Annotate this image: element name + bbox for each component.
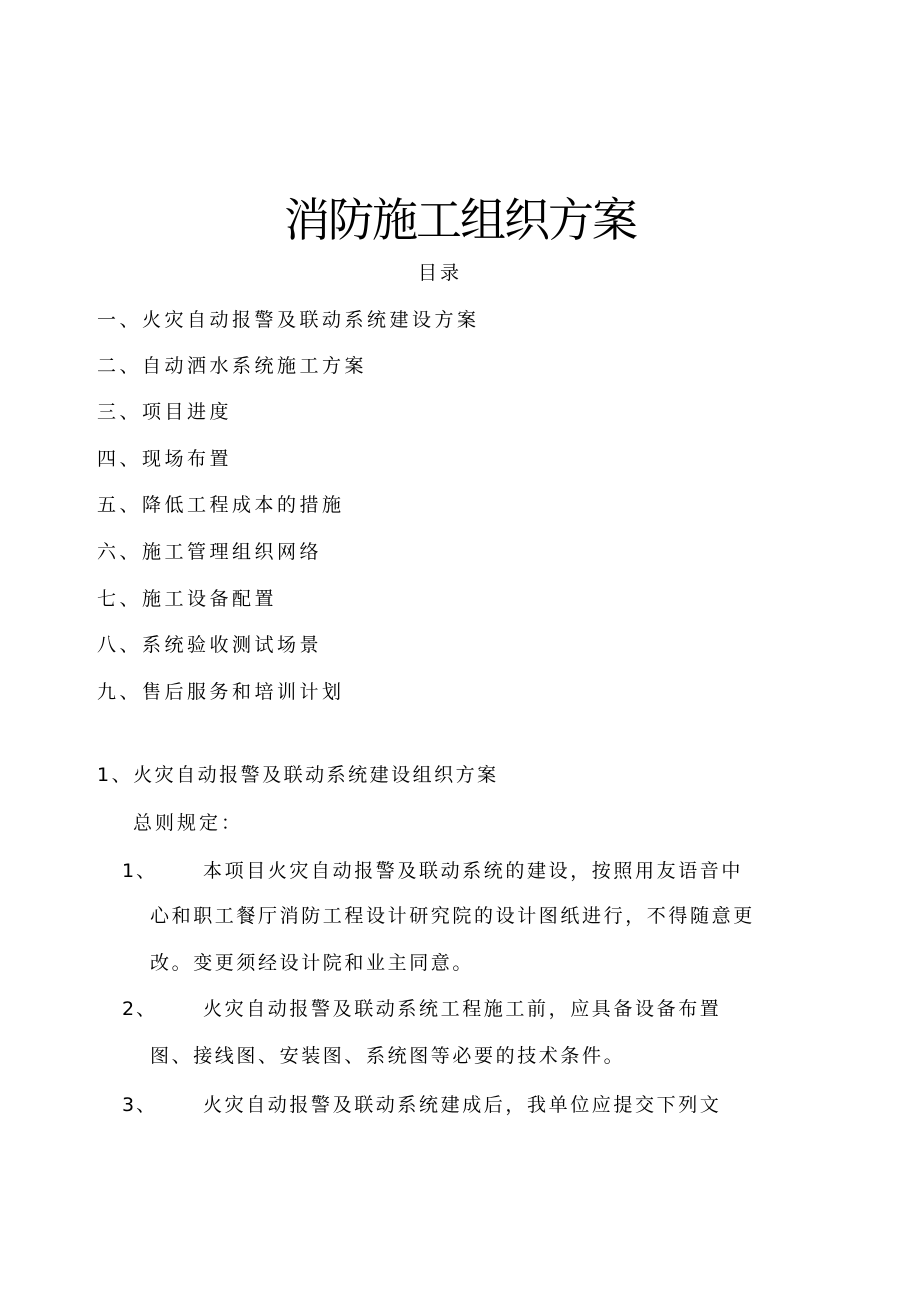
rule-text-line: 本项目火灾自动报警及联动系统的建设，按照用友语音中 <box>203 860 744 882</box>
rule-number: 1、 <box>122 860 158 882</box>
document-title: 消防施工组织方案 <box>284 193 636 247</box>
toc-item: 九、售后服务和培训计划 <box>97 681 345 703</box>
rule-text-line: 改。变更须经设计院和业主同意。 <box>150 952 475 974</box>
rule-text-line: 心和职工餐厅消防工程设计研究院的设计图纸进行，不得随意更 <box>150 905 755 927</box>
general-rules-label: 总则规定： <box>133 812 244 834</box>
section-heading: 1、火灾自动报警及联动系统建设组织方案 <box>97 764 499 786</box>
toc-item: 二、自动洒水系统施工方案 <box>97 355 368 377</box>
toc-item: 四、现场布置 <box>97 448 233 470</box>
toc-heading: 目录 <box>417 262 462 284</box>
rule-text-line: 火灾自动报警及联动系统建成后，我单位应提交下列文 <box>203 1094 722 1116</box>
toc-item: 三、项目进度 <box>97 401 233 423</box>
toc-item: 一、火灾自动报警及联动系统建设方案 <box>97 309 480 331</box>
toc-item: 八、系统验收测试场景 <box>97 634 323 656</box>
rule-text-line: 图、接线图、安装图、系统图等必要的技术条件。 <box>150 1045 626 1067</box>
toc-item: 五、降低工程成本的措施 <box>97 494 345 516</box>
toc-item: 六、施工管理组织网络 <box>97 541 323 563</box>
toc-item: 七、施工设备配置 <box>97 588 278 610</box>
rule-text-line: 火灾自动报警及联动系统工程施工前，应具备设备布置 <box>203 998 722 1020</box>
rule-number: 3、 <box>122 1094 158 1116</box>
rule-number: 2、 <box>122 998 158 1020</box>
